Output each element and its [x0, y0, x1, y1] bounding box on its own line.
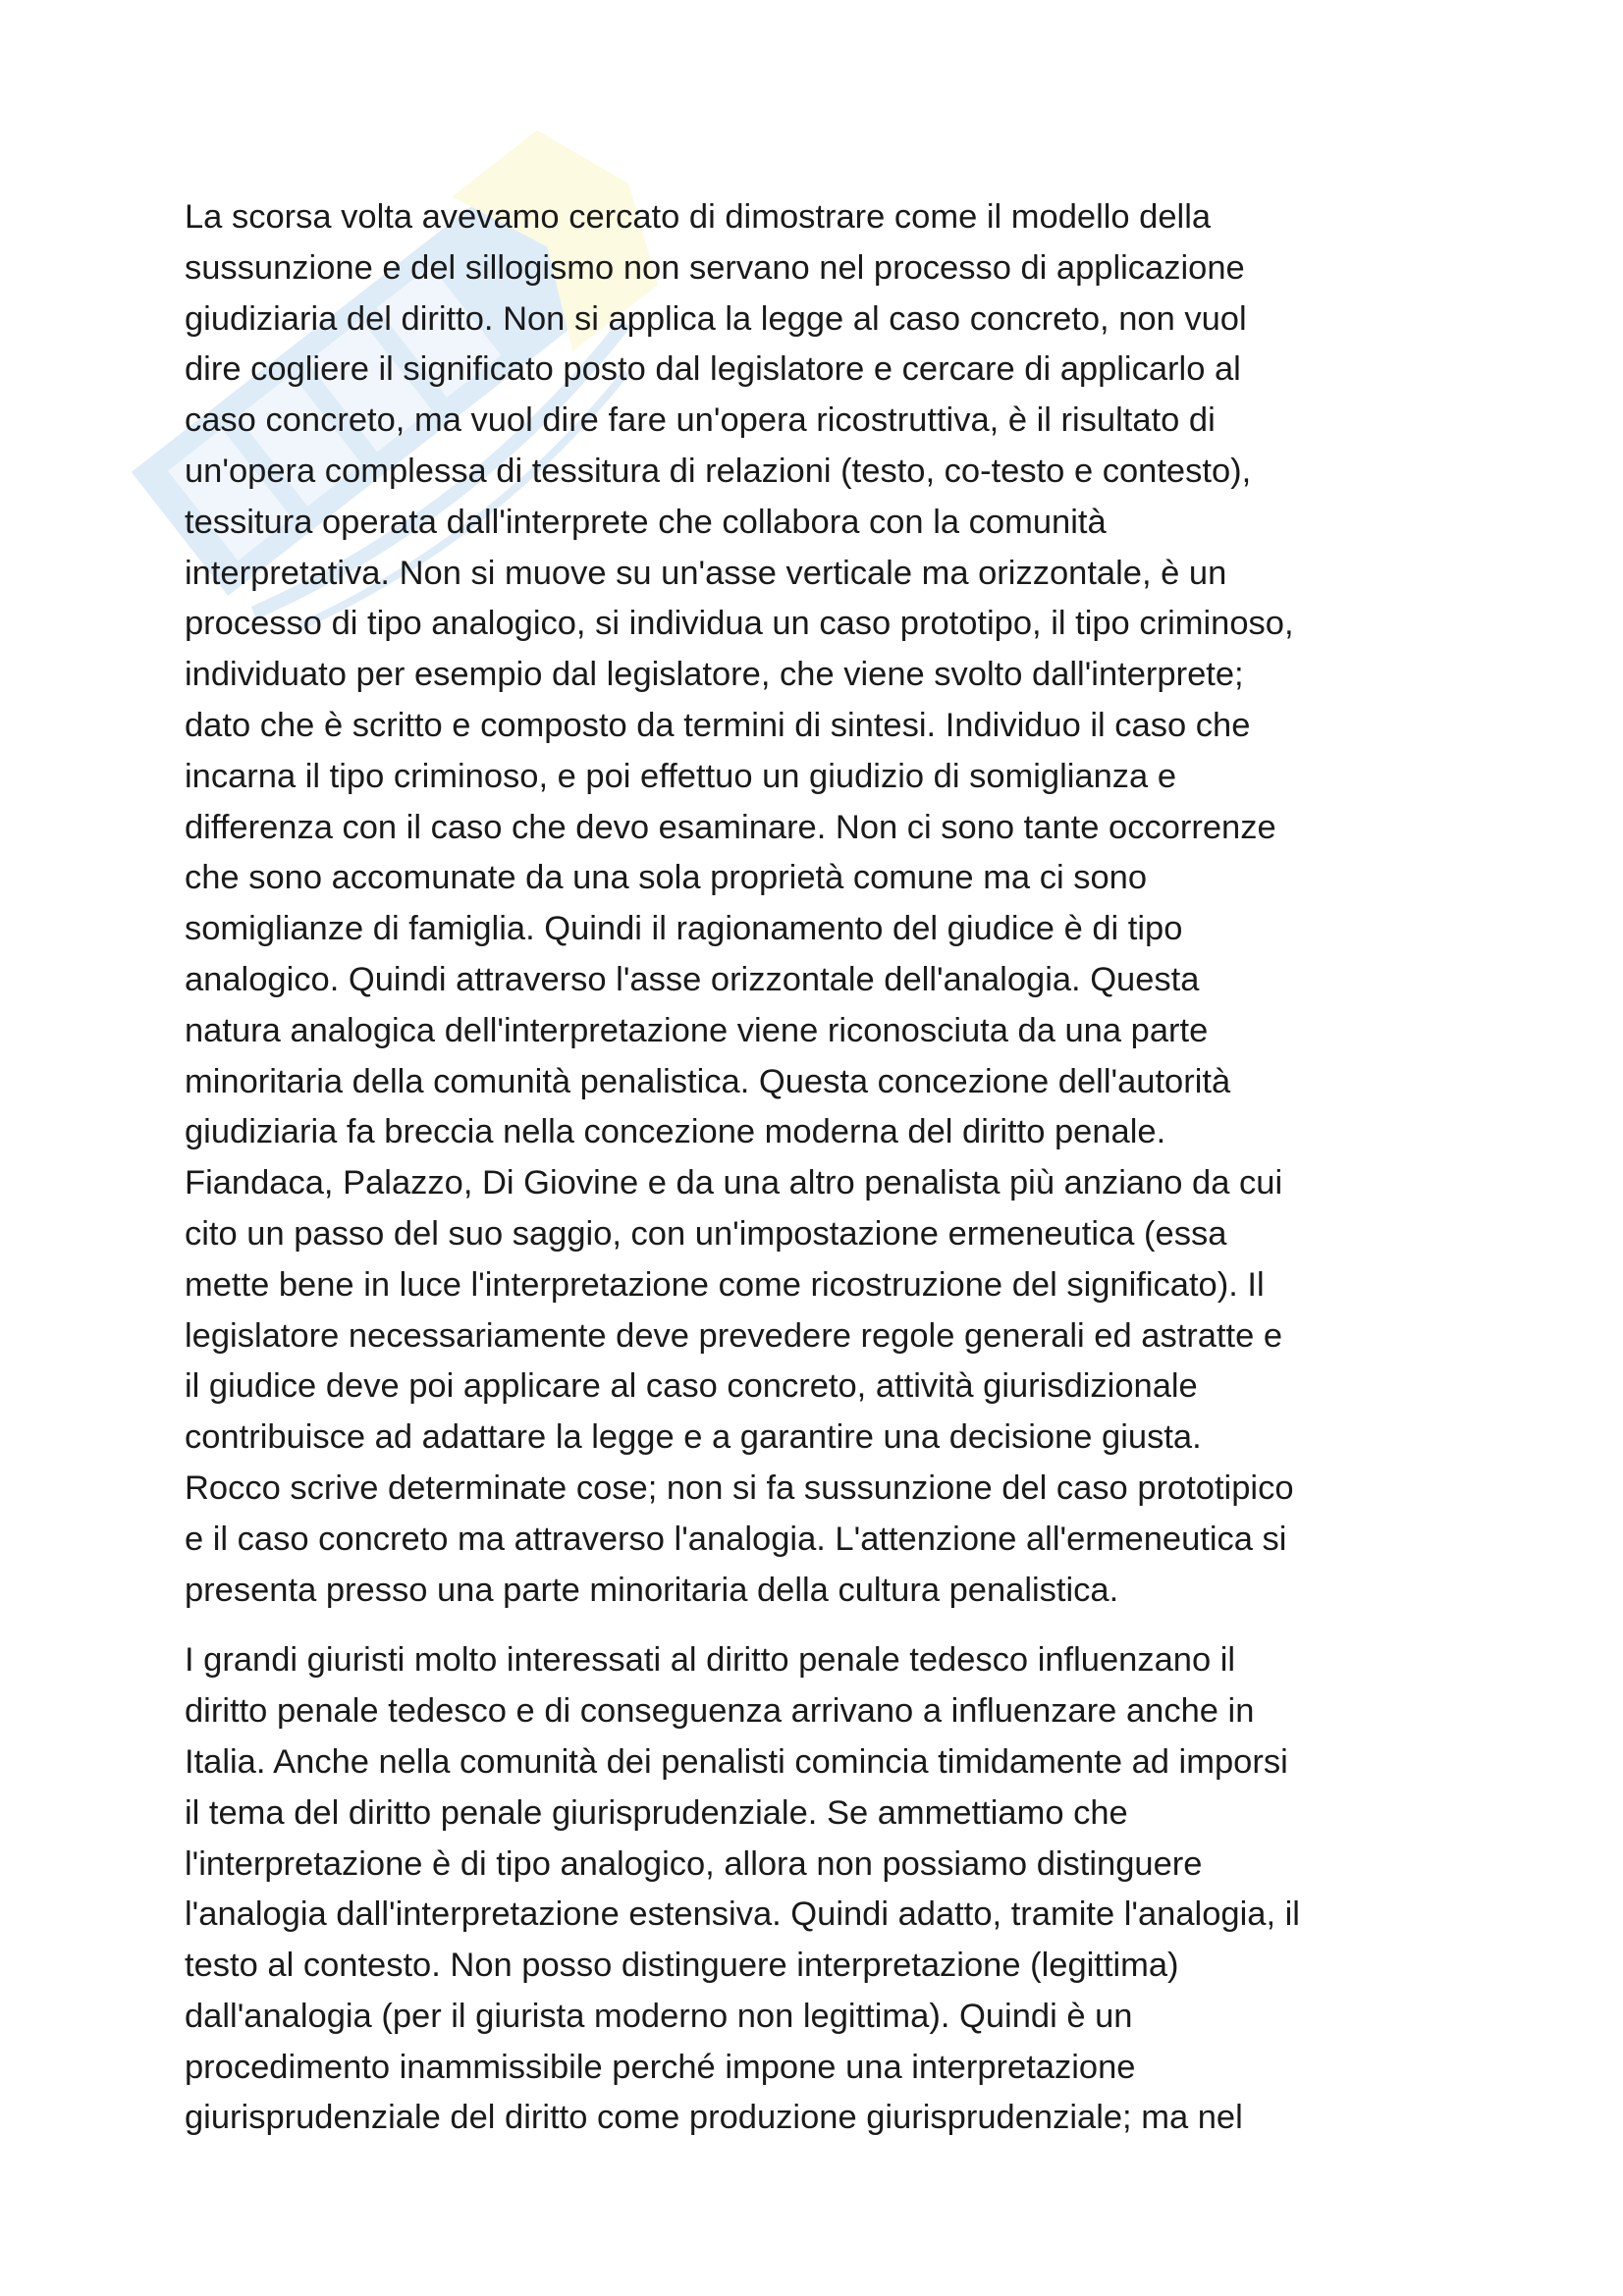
text-line: e il caso concreto ma attraverso l'analogia. L'attenzione all'ermeneutica si: [185, 1520, 1287, 1558]
text-line: che sono accomunate da una sola proprietà comune ma ci sono: [185, 859, 1148, 897]
text-line: l'analogia dall'interpretazione estensiva. Quindi adatto, tramite l'analogia, il: [185, 1896, 1300, 1934]
text-line: dall'analogia (per il giurista moderno non legittima). Quindi è un: [185, 1997, 1133, 2035]
text-line: analogico. Quindi attraverso l'asse orizzontale dell'analogia. Questa: [185, 960, 1200, 998]
text-line: un'opera complessa di tessitura di relazioni (testo, co-testo e contesto),: [185, 452, 1252, 490]
text-line: giurisprudenziale del diritto come produzione giurisprudenziale; ma nel: [185, 2099, 1243, 2137]
text-line: incarna il tipo criminoso, e poi effettuo un giudizio di somiglianza e: [185, 757, 1177, 795]
text-line: giudiziaria del diritto. Non si applica la legge al caso concreto, non vuol: [185, 299, 1247, 338]
text-line: dire cogliere il significato posto dal legislatore e cercare di applicarlo al: [185, 350, 1241, 389]
text-line: Rocco scrive determinate cose; non si fa sussunzione del caso prototipico: [185, 1468, 1294, 1507]
text-line: diritto penale tedesco e di conseguenza arrivano a influenzare anche in: [185, 1692, 1255, 1731]
text-line: individuato per esempio dal legislatore, che viene svolto dall'interprete;: [185, 656, 1244, 694]
text-line: La scorsa volta avevamo cercato di dimostrare come il modello della: [185, 198, 1212, 236]
text-line: dato che è scritto e composto da termini di sintesi. Individuo il caso che: [185, 706, 1251, 744]
body-text: [185, 192, 1461, 2144]
text-line: presenta presso una parte minoritaria della cultura penalistica.: [185, 1571, 1119, 1609]
text-line: somiglianze di famiglia. Quindi il ragionamento del giudice è di tipo: [185, 910, 1183, 948]
text-line: interpretativa. Non si muove su un'asse verticale ma orizzontale, è un: [185, 554, 1227, 592]
text-line: il tema del diritto penale giurisprudenziale. Se ammettiamo che: [185, 1793, 1128, 1832]
text-line: legislatore necessariamente deve prevedere regole generali ed astratte e: [185, 1316, 1283, 1355]
text-line: Italia. Anche nella comunità dei penalisti comincia timidamente ad imporsi: [185, 1742, 1288, 1781]
text-line: I grandi giuristi molto interessati al diritto penale tedesco influenzano il: [185, 1641, 1236, 1680]
text-line: cito un passo del suo saggio, con un'impostazione ermeneutica (essa: [185, 1214, 1227, 1253]
paragraph-2: [185, 1635, 1461, 2144]
text-line: caso concreto, ma vuol dire fare un'opera ricostruttiva, è il risultato di: [185, 401, 1216, 440]
text-line: l'interpretazione è di tipo analogico, allora non possiamo distinguere: [185, 1844, 1203, 1883]
text-line: testo al contesto. Non posso distinguere interpretazione (legittima): [185, 1947, 1179, 1985]
text-line: mette bene in luce l'interpretazione come ricostruzione del significato). Il: [185, 1265, 1265, 1304]
text-line: minoritaria della comunità penalistica. Questa concezione dell'autorità: [185, 1062, 1231, 1100]
text-line: giudiziaria fa breccia nella concezione moderna del diritto penale.: [185, 1113, 1166, 1151]
text-line: procedimento inammissibile perché impone una interpretazione: [185, 2048, 1136, 2086]
text-line: Fiandaca, Palazzo, Di Giovine e da una altro penalista più anziano da cui: [185, 1164, 1283, 1202]
text-line: sussunzione e del sillogismo non servano nel processo di applicazione: [185, 248, 1245, 287]
paragraph-1: [185, 192, 1461, 1616]
text-line: processo di tipo analogico, si individua un caso prototipo, il tipo criminoso,: [185, 605, 1294, 643]
text-line: natura analogica dell'interpretazione viene riconosciuta da una parte: [185, 1011, 1209, 1049]
text-line: contribuisce ad adattare la legge e a garantire una decisione giusta.: [185, 1418, 1202, 1457]
text-line: differenza con il caso che devo esaminare. Non ci sono tante occorrenze: [185, 808, 1276, 846]
text-line: il giudice deve poi applicare al caso concreto, attività giurisdizionale: [185, 1367, 1198, 1406]
text-line: tessitura operata dall'interprete che collabora con la comunità: [185, 503, 1107, 541]
